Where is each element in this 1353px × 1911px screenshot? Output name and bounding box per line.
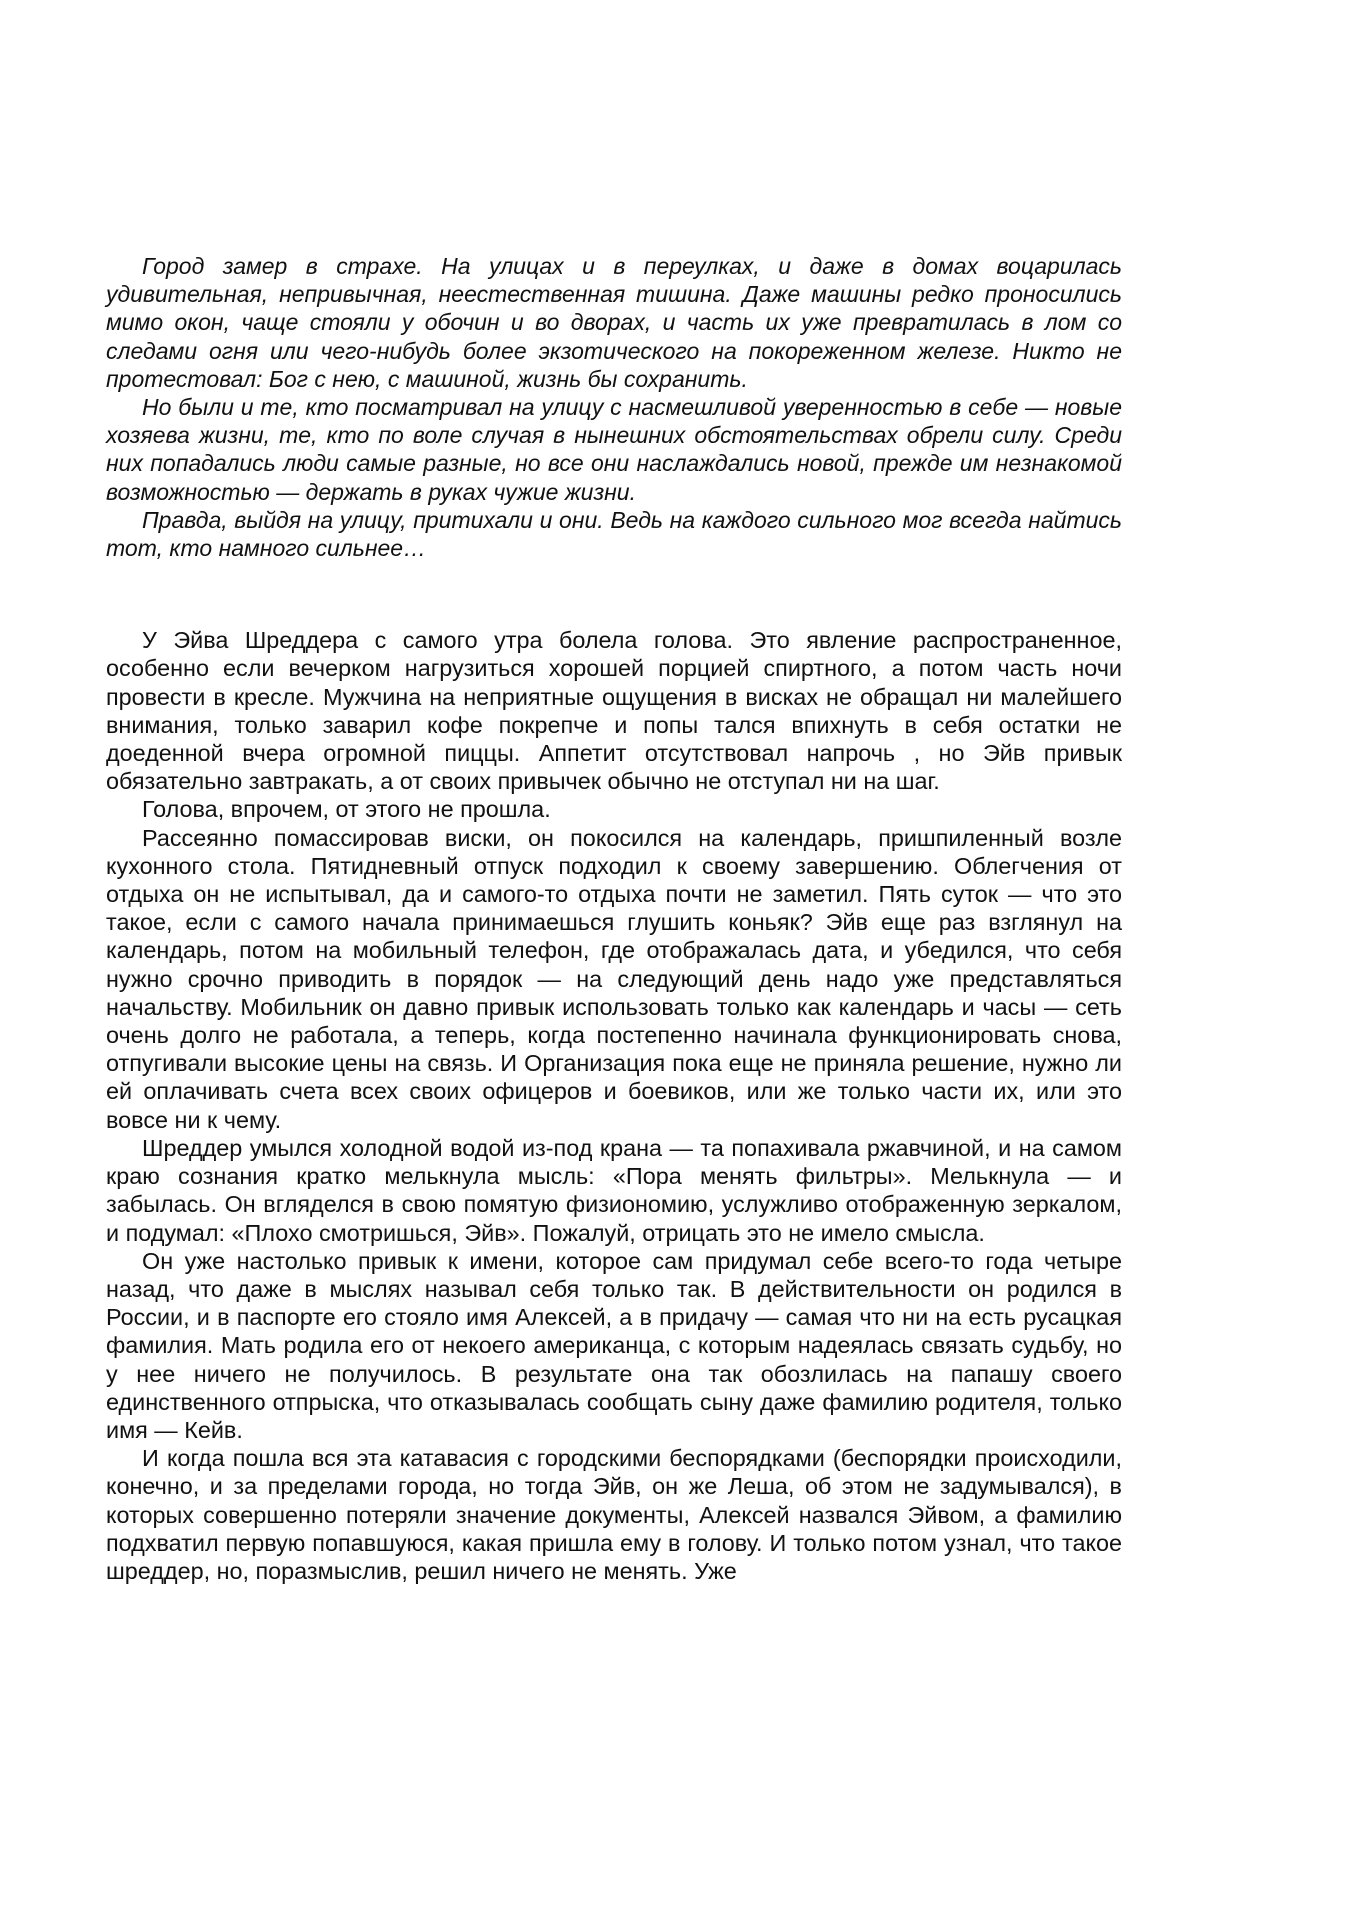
prologue — [106, 252, 1122, 562]
prologue-paragraph-1: Город замер в страхе. На улицах и в переулках, и даже в домах воцарилась удивительная, непривычная, неестественная тишина. Даже машины редко проносились мимо окон, чаще стояли у обочин и во дворах, и часть их уже превратилась в лом со следами огня или чего-нибудь более экзотического на покореженном железе. Никто не протестовал: Бог с нею, с машиной, жизнь бы сохранить. — [106, 253, 1122, 392]
chapter-paragraph-3: Рассеянно помассировав виски, он покосился на календарь, пришпиленный возле кухонного стола. Пятидневный отпуск подходил к своему завершению. Облегчения от отдыха он не испытывал, да и самого-то отдыха почти не заметил. Пять суток — что это такое, если с самого начала принимаешься глушить коньяк? Эйв еще раз взглянул на календарь, потом на мобильный телефон, где отображалась дата, и убедился, что себя нужно срочно приводить в порядок — на следующий день надо уже представляться начальству. Мобильник он давно привык использовать только как календарь и часы — сеть очень долго не работала, а теперь, когда постепенно начинала функционировать снова, отпугивали высокие цены на связь. И Организация пока еще не приняла решение, нужно ли ей оплачивать счета всех своих офицеров и боевиков, или же только части их, или это вовсе ни к чему. — [106, 824, 1122, 1133]
page — [106, 252, 1122, 1585]
prologue-paragraph-3: Правда, выйдя на улицу, притихали и они. Ведь на каждого сильного мог всегда найтись тот, кто намного сильнее… — [106, 506, 1122, 562]
chapter-paragraph-1: У Эйва Шреддера с самого утра болела голова. Это явление распространенное, особенно если вечерком нагрузиться хорошей порцией спиртного, а потом часть ночи провести в кресле. Мужчина на неприятные ощущения в висках не обращал ни малейшего внимания, только заварил кофе покрепче и попы тался впихнуть в себя остатки не доеденной вчера огромной пиццы. Аппетит отсутствовал напрочь , но Эйв привык обязательно завтракать, а от своих привычек обычно не отступал ни на шаг. — [106, 627, 1122, 795]
chapter-paragraph-5: Он уже настолько привык к имени, которое сам придумал себе всего-то года четыре назад, что даже в мыслях называл себя только так. В действительности он родился в России, и в паспорте его стояло имя Алексей, а в придачу — самая что ни на есть русацкая фамилия. Мать родила его от некоего американца, с которым надеялась связать судьбу, но у нее ничего не получилось. В результате она так обозлилась на папашу своего единственного отпрыска, что отказывалась сообщать сыну даже фамилию родителя, только имя — Кейв. — [106, 1247, 1122, 1443]
chapter-paragraph-6: И когда пошла вся эта катавасия с городскими беспорядками (беспорядки происходили, конечно, и за пределами города, но тогда Эйв, он же Леша, об этом не задумывался), в которых совершенно потеряли значение документы, Алексей назвался Эйвом, а фамилию подхватил первую попавшуюся, какая пришла ему в голову. И только потом узнал, что такое шреддер, но, поразмыслив, решил ничего не менять. Уже — [106, 1445, 1122, 1584]
chapter-text — [106, 626, 1122, 1585]
chapter-paragraph-4: Шреддер умылся холодной водой из-под крана — та попахивала ржавчиной, и на самом краю сознания кратко мелькнула мысль: «Пора менять фильтры». Мелькнула — и забылась. Он вгляделся в свою помятую физиономию, услужливо отображенную зеркалом, и подумал: «Плохо смотришься, Эйв». Пожалуй, отрицать это не имело смысла. — [106, 1134, 1122, 1246]
prologue-paragraph-2: Но были и те, кто посматривал на улицу с насмешливой уверенностью в себе — новые хозяева жизни, те, кто по воле случая в нынешних обстоятельствах обрели силу. Среди них попадались люди самые разные, но все они наслаждались новой, прежде им незнакомой возможностью — держать в руках чужие жизни. — [106, 394, 1122, 505]
chapter-paragraph-2: Голова, впрочем, от этого не прошла. — [142, 796, 551, 823]
